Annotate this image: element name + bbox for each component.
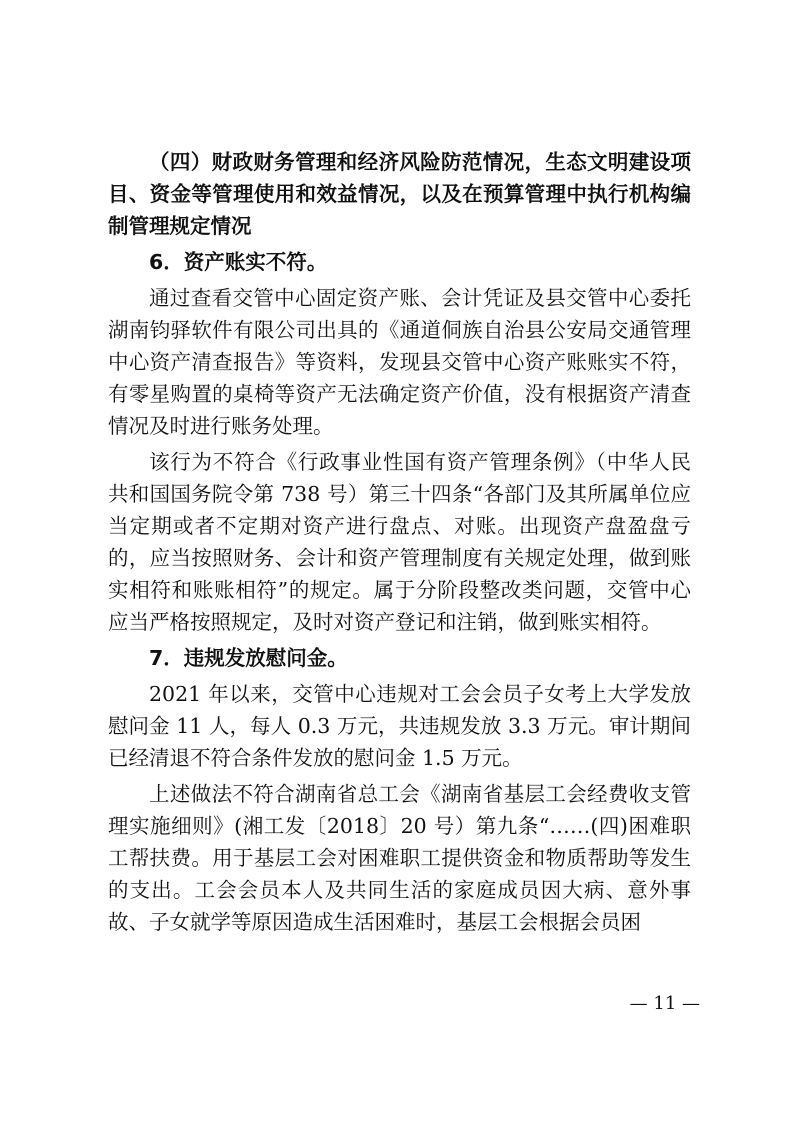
page-number: — 11 — [629, 993, 700, 1014]
item-heading-7: 7．违规发放慰问金。 [149, 646, 348, 670]
section-heading: （四）财政财务管理和经济风险防范情况，生态文明建设项目、资金等管理使用和效益情况，以及在预算管理中执行机构编制管理规定情况 [108, 150, 691, 238]
body-paragraph: 通过查看交管中心固定资产账、会计凭证及县交管中心委托湖南钧驿软件有限公司出具的《通道侗族自治县公安局交通管理中心资产清查报告》等资料，发现县交管中心资产账账实不符，有零星购置的桌椅等资产无法确定资产价值，没有根据资产清查情况及时进行账务处理。 [108, 286, 691, 438]
body-paragraph: 该行为不符合《行政事业性国有资产管理条例》（中华人民共和国国务院令第 738 号）第三十四条“各部门及其所属单位应当定期或者不定期对资产进行盘点、对账。出现资产盘盈盘亏的，应当按照财务、会计和资产管理制度有关规定处理，做到账实相符和账账相符”的规定。属于分阶段整改类问题，交管中心应当严格按照规定，及时对资产登记和注销，做到账实相符。 [108, 450, 691, 634]
item-heading-6: 6．资产账实不符。 [149, 250, 328, 274]
body-paragraph: 上述做法不符合湖南省总工会《湖南省基层工会经费收支管理实施细则》(湘工发〔2018〕20 号）第九条“……(四)困难职工帮扶费。用于基层工会对困难职工提供资金和物质帮助等发生的支出。工会会员本人及共同生活的家庭成员因大病、意外事故、子女就学等原因造成生活困难时，基层工会根据会员困 [108, 782, 691, 934]
document-body [108, 146, 691, 938]
body-paragraph: 2021 年以来，交管中心违规对工会会员子女考上大学发放慰问金 11 人，每人 0.3 万元，共违规发放 3.3 万元。审计期间已经清退不符合条件发放的慰问金 1.5 万元。 [108, 682, 691, 770]
